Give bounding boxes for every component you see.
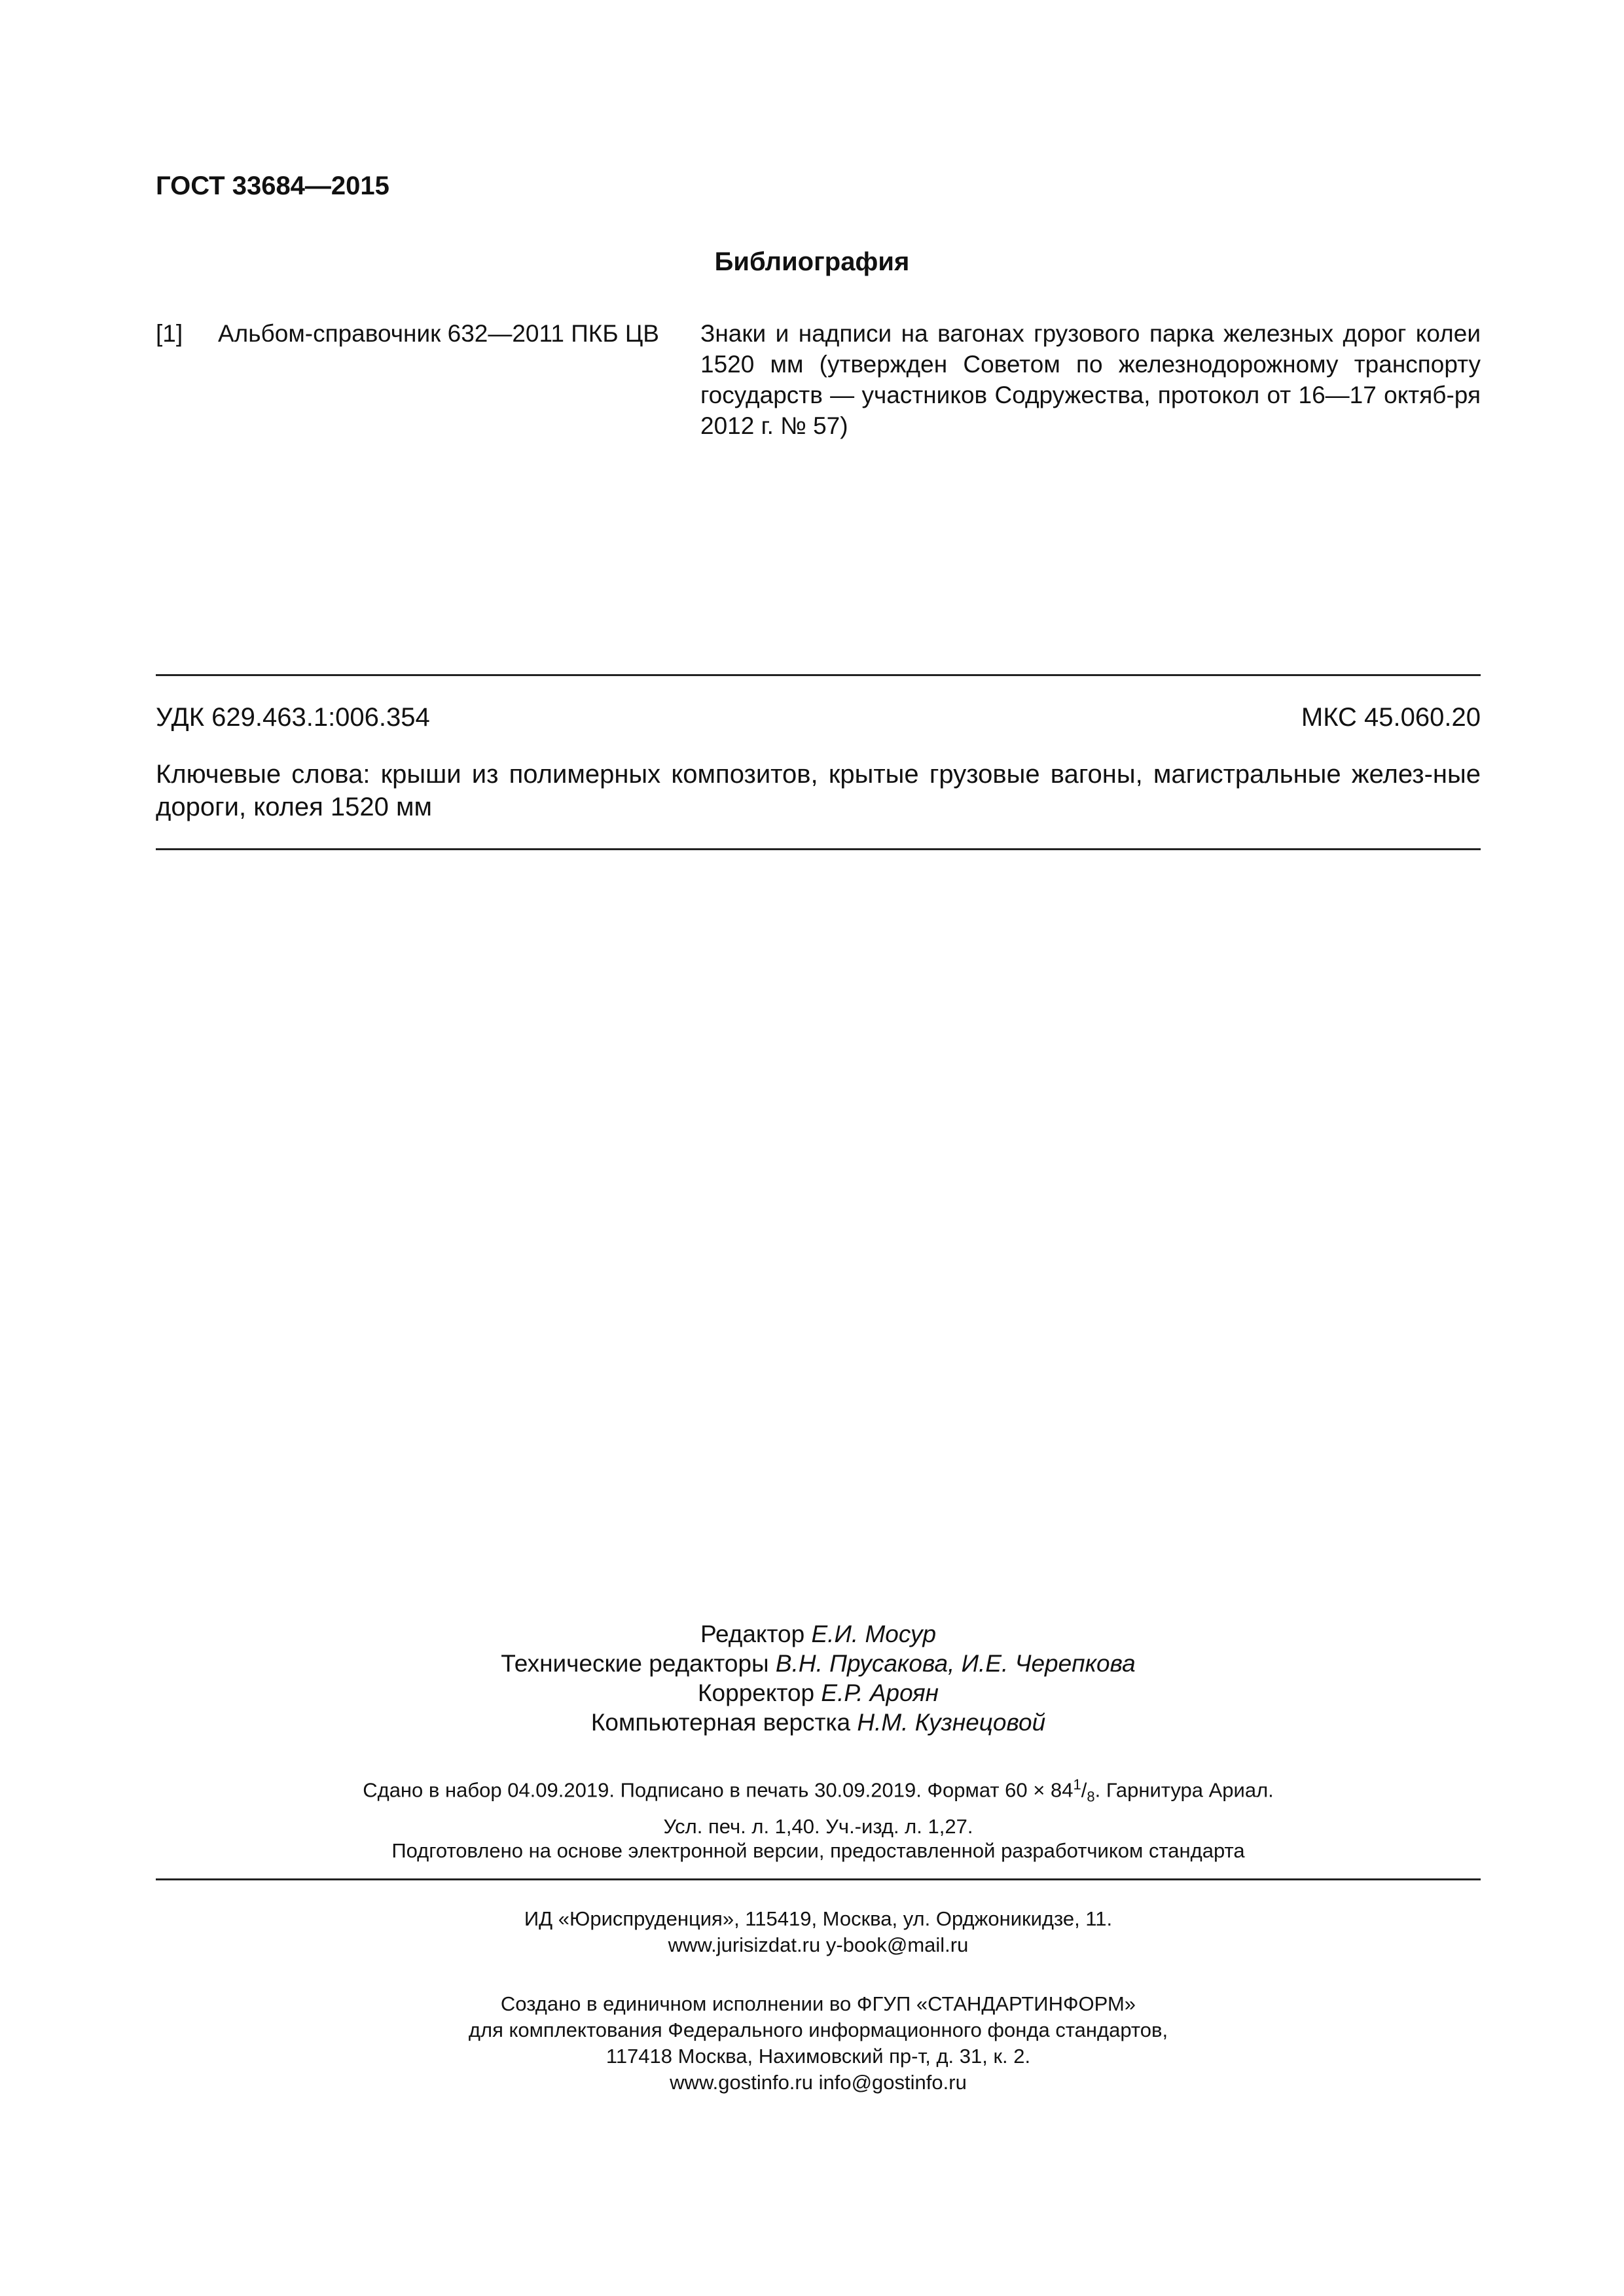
bibliography-item-description: Знаки и надписи на вагонах грузового парка железных дорог колеи 1520 мм (утвержден Советом по железнодорожному транспорту государств — участников Содружества, протокол от 16—17 октяб-ря 2012 г. № 57) <box>700 320 1481 439</box>
divider-keywords <box>156 848 1481 850</box>
credits-block <box>156 1619 1481 1737</box>
bibliography-item-source: Альбом-справочник 632—2011 ПКБ ЦВ <box>218 320 659 347</box>
divider-top <box>156 674 1481 676</box>
created-line4: www.gostinfo.ru info@gostinfo.ru <box>670 2071 967 2094</box>
print-info-line2: Усл. печ. л. 1,40. Уч.-изд. л. 1,27. <box>663 1814 973 1838</box>
corrector-line: Корректор Е.Р. Ароян <box>697 1679 939 1706</box>
document-number: ГОСТ 33684—2015 <box>156 171 389 200</box>
created-line1: Создано в единичном исполнении во ФГУП «СТАНДАРТИНФОРМ» <box>500 1992 1136 2015</box>
corrector-name: Е.Р. Ароян <box>821 1679 939 1706</box>
keywords: Ключевые слова: крыши из полимерных композитов, крытые грузовые вагоны, магистральные желез-ные дороги, колея 1520 мм <box>156 760 1481 821</box>
bibliography-item-number: [1] <box>156 320 183 347</box>
publisher-address: ИД «Юриспруденция», 115419, Москва, ул. Орджоникидзе, 11. <box>524 1907 1113 1930</box>
created-line2: для комплектования Федерального информационного фонда стандартов, <box>468 2018 1168 2041</box>
print-info-line1: Сдано в набор 04.09.2019. Подписано в печать 30.09.2019. Формат $60 \times 84^1/_8$. Гарнитура Ариал. <box>363 1776 1274 1805</box>
tech-editors-names: В.Н. Прусакова, И.Е. Черепкова <box>775 1650 1136 1677</box>
mks-code: МКС 45.060.20 <box>1301 703 1481 732</box>
layout-name: Н.М. Кузнецовой <box>857 1709 1046 1736</box>
editor-line: Редактор Е.И. Мосур <box>700 1621 937 1647</box>
udk-code: УДК 629.463.1:006.354 <box>156 703 430 732</box>
tech-editors-line: Технические редакторы В.Н. Прусакова, И.Е. Черепкова <box>501 1650 1136 1677</box>
layout-line: Компьютерная верстка Н.М. Кузнецовой <box>590 1709 1046 1736</box>
publisher-contacts: www.jurisizdat.ru y-book@mail.ru <box>668 1933 969 1956</box>
created-line3: 117418 Москва, Нахимовский пр-т, д. 31, к. 2. <box>605 2045 1031 2068</box>
publisher-block <box>156 1906 1481 1958</box>
prepared-note: Подготовлено на основе электронной версии, предоставленной разработчиком стандарта <box>391 1839 1245 1862</box>
bibliography-title: Библиография <box>714 247 910 276</box>
divider-footer <box>156 1878 1481 1880</box>
editor-name: Е.И. Мосур <box>811 1621 937 1647</box>
created-block <box>156 1991 1481 2096</box>
print-info <box>156 1770 1481 1841</box>
